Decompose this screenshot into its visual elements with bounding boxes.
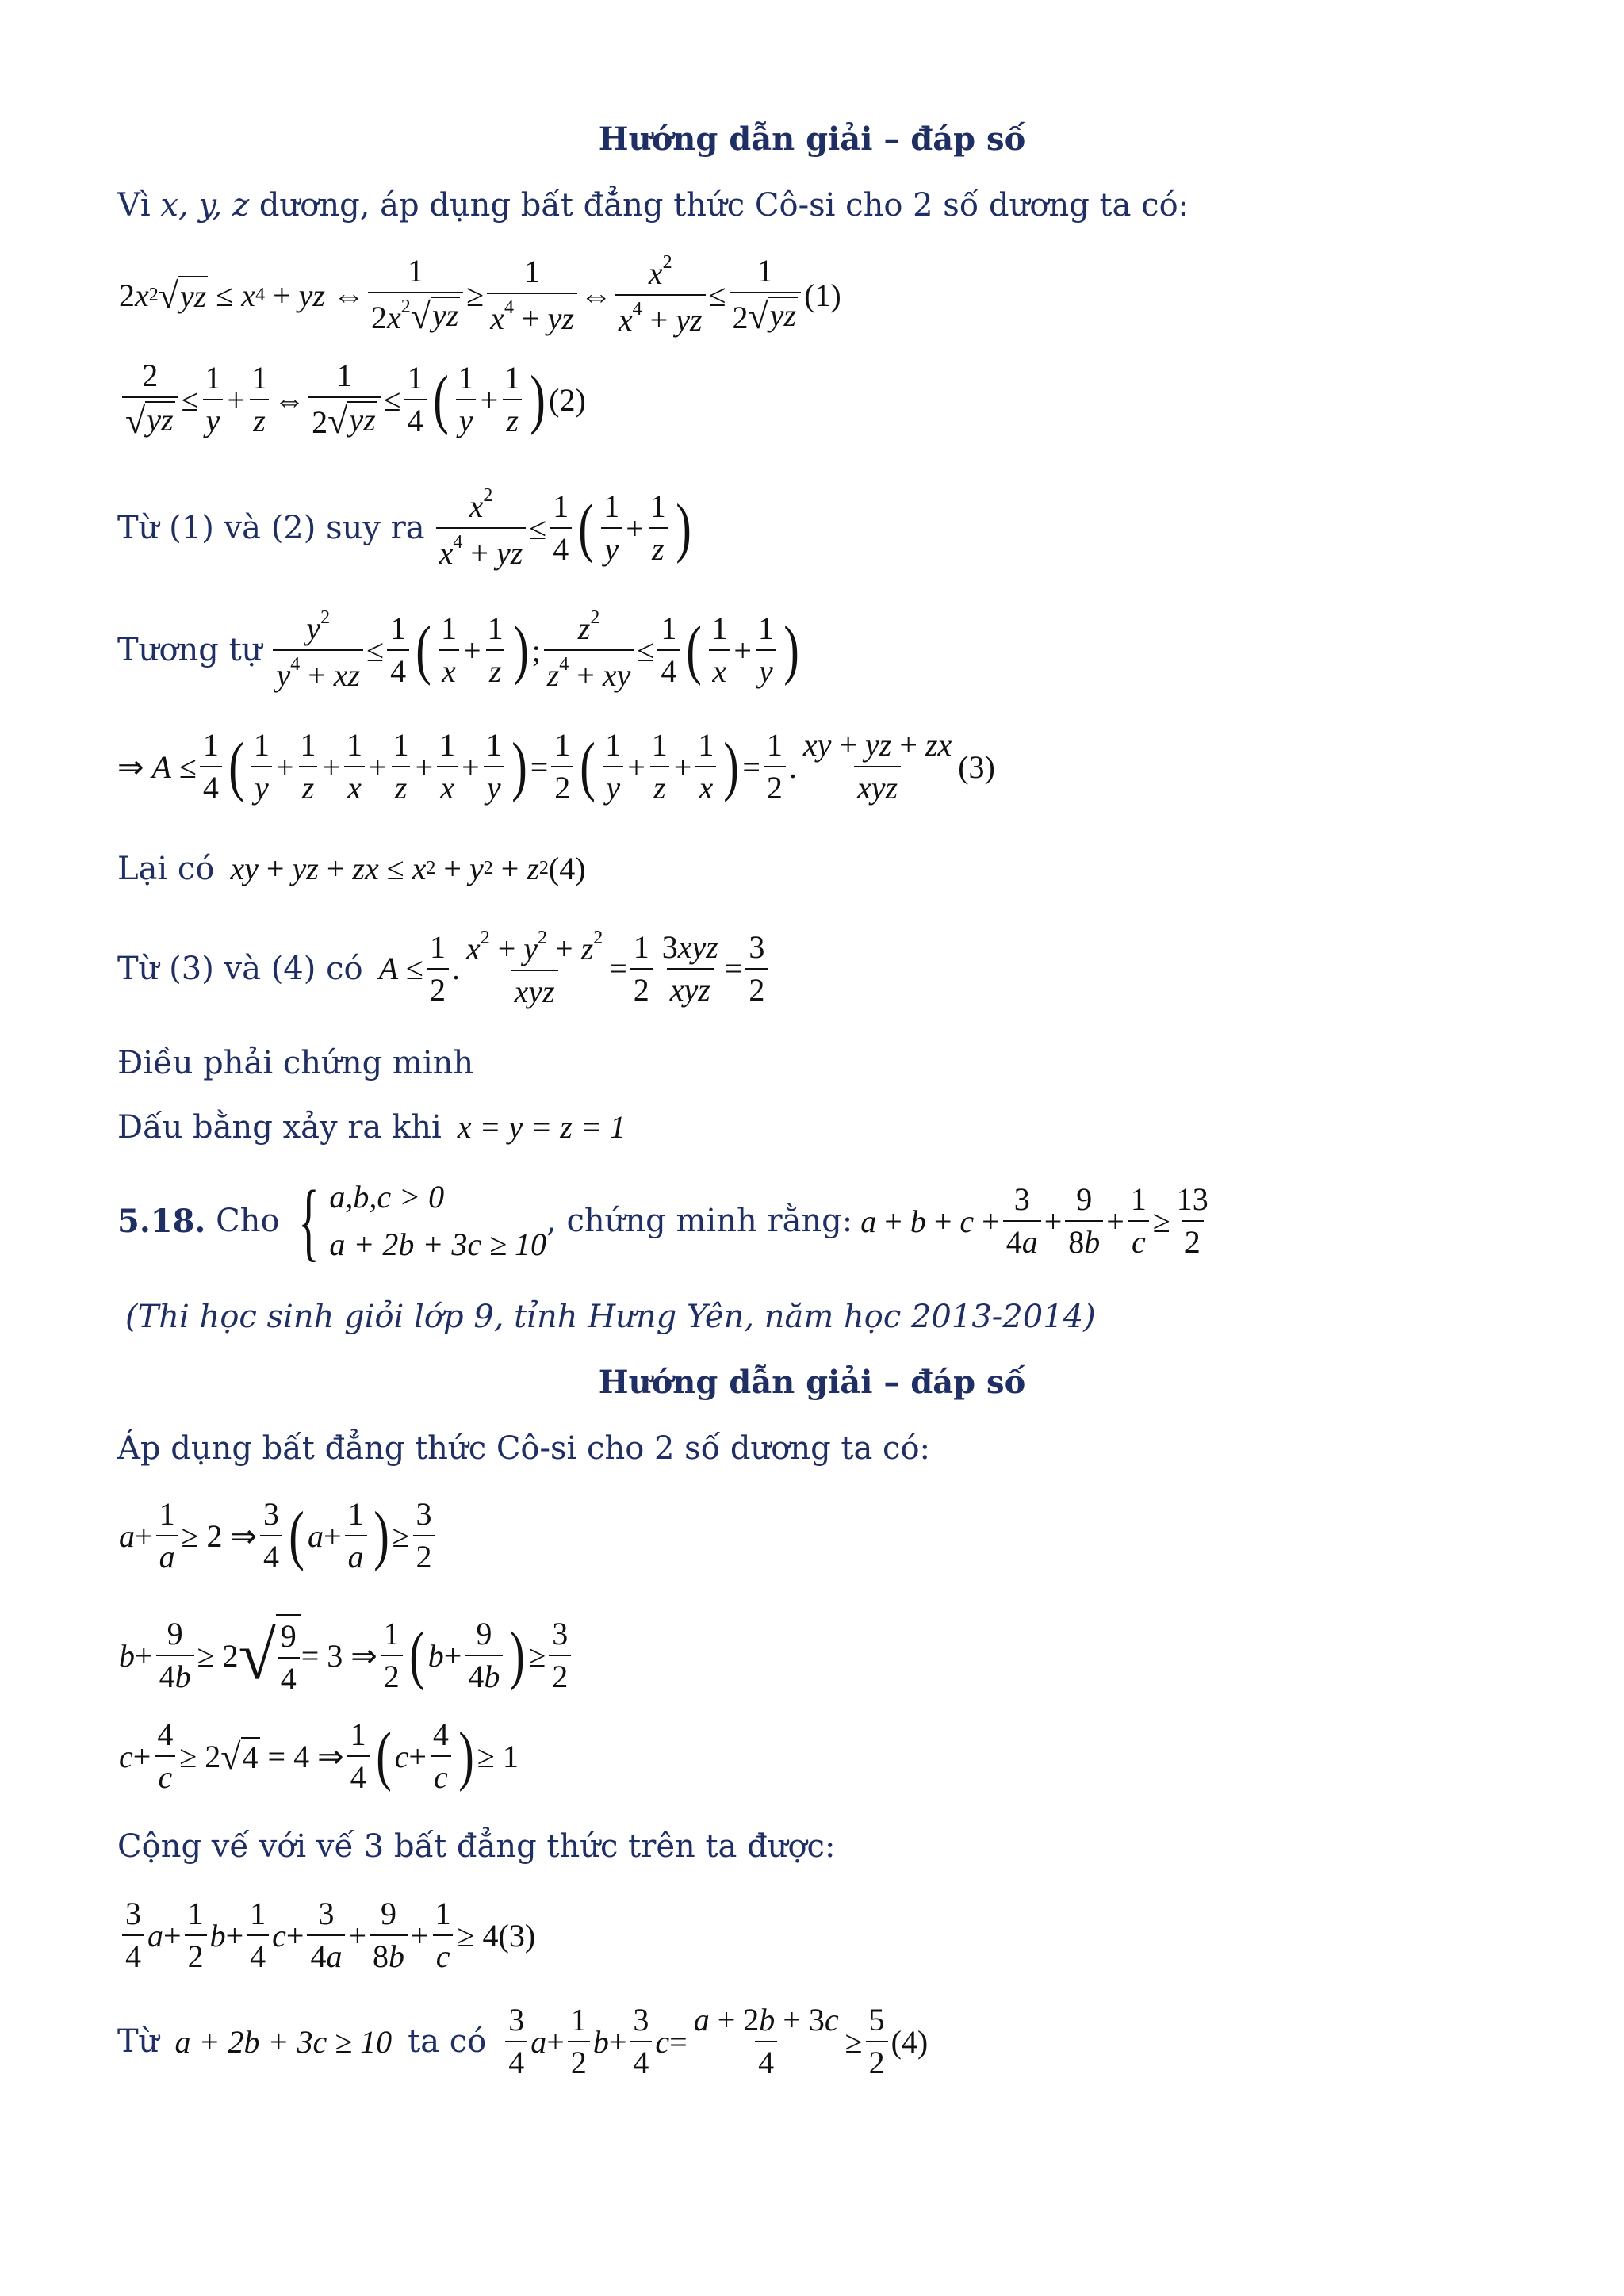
solution-heading-2: Hướng dẫn giải – đáp số (598, 1364, 1026, 1401)
equation-9: b + $\frac{9}{4b}$ ≥ 2 √ $\frac{9}{4}$ = 3 ⇒ $\frac{1}{2}$ ( b + $\frac{9}{4b}$ ) ≥ $\frac{3}{2}$ (119, 1614, 574, 1697)
intro-line (117, 187, 1189, 224)
intro-pre: Vì (117, 187, 161, 224)
equation-7: Từ (3) và (4) có A ≤ $\frac{1}{2}$ . $\frac{x^2 + y^2 + z^2}{\text{xyz}}$ = $\frac{1}{2}$ $\frac{\text{3xyz}}{\text{xyz}}$ = $\frac{3}{2}$ (117, 928, 771, 1009)
equality-label: Dấu bằng xảy ra khi (117, 1108, 442, 1146)
condition-system: { a,b,c > 0 a + 2b + 3c ≥ 10 (297, 1173, 547, 1269)
equality-condition: x = y = z = 1 (457, 1109, 626, 1145)
problem-source: (Thi học sinh giỏi lớp 9, tỉnh Hưng Yên, năm học 2013-2014) (125, 1299, 1096, 1335)
from34-label: Từ (3) và (4) có (117, 950, 363, 987)
problem-prove: , chứng minh rằng: (546, 1203, 853, 1239)
tag-4b: (4) (891, 2023, 929, 2060)
tag-2: (2) (549, 381, 586, 418)
tag-4: (4) (548, 851, 586, 886)
solution-heading: Hướng dẫn giải – đáp số (598, 121, 1026, 158)
similarly-label: Tương tự (117, 632, 262, 668)
condition-1: a,b,c > 0 (329, 1179, 445, 1215)
intro-post: dương, áp dụng bất đẳng thức Cô-si cho 2 số dương ta có: (249, 187, 1189, 224)
tag-3b: (3) (498, 1917, 536, 1954)
equation-2: 2 √ yz ≤ $\frac{1}{y}$ + $\frac{1}{z}$ ⇔ 1 2 √ yz ≤ $\frac{1}{4}$ ( $\frac{1}{y}$ + $\frac{1}{z}$ ) (2) (119, 358, 586, 442)
equality-line (117, 1108, 626, 1146)
equation-1: 2 x 2 √ yz ≤ x 4 + yz ⇔ 1 $2x^2$ √ yz ≥ $\frac{1}{x^4 + yz}$ ⇔ $\frac{x^2}{x^4 + yz}$ ≤ 1 2 √ yz (1) (119, 252, 841, 338)
problem-statement: 5.18. Cho { a,b,c > 0 a + 2b + 3c ≥ 10 , chứng minh rằng: a + b + c + $\frac{3}{4a}$ + $\frac{9}{8b}$ + $\frac{1}{c}$ ≥ $\frac{13}{2}$ (117, 1173, 1208, 1269)
equation-4: Tương tự $\frac{y^2}{y^4 + xz}$ ≤ $\frac{1}{4}$ ( $\frac{1}{x}$ + $\frac{1}{z}$ ) ; $\frac{z^2}{z^4 + xy}$ ≤ $\frac{1}{4}$ ( $\frac{1}{x}$ + $\frac{1}{y}$ ) (117, 607, 799, 693)
also-label: Lại có (117, 850, 215, 887)
tag-1: (1) (804, 277, 841, 313)
equation-3: Từ (1) và (2) suy ra $\frac{x^2}{x^4 + yz}$ ≤ $\frac{1}{4}$ ( $\frac{1}{y}$ + $\frac{1}{z}$ ) (117, 485, 691, 571)
condition-2: a + 2b + 3c ≥ 10 (329, 1226, 547, 1262)
taco-label: ta có (408, 2023, 487, 2060)
equation-12: Từ a + 2b + 3c ≥ 10 ta có $\frac{3}{4}$ a + $\frac{1}{2}$ b + $\frac{3}{4}$ c = $\frac{a + 2b + 3c}{4}$ ≥ $\frac{5}{2}$ (4) (117, 2002, 929, 2080)
problem-number: 5.18. (117, 1202, 206, 1240)
from-condition: a + 2b + 3c ≥ 10 (174, 2023, 393, 2060)
from12-label: Từ (1) và (2) suy ra (117, 510, 425, 546)
from-label: Từ (117, 2023, 159, 2060)
equation-5: ⇒ A ≤ $\frac{1}{4}$ ( $\frac{1}{y}$ + $\frac{1}{z}$ + $\frac{1}{x}$ + $\frac{1}{z}$ + $\frac{1}{x}$ + $\frac{1}{y}$ ) = $\frac{1}{2}$ ( $\frac{1}{y}$ + $\frac{1}{z}$ + $\frac{1}{x}$ ) = $\frac{1}{2}$ . $\frac{xy + yz + zx}{\text{xyz}}$ (3) (117, 727, 995, 806)
qed-line: Điều phải chứng minh (117, 1045, 474, 1081)
tag-3: (3) (958, 748, 995, 785)
sum-line: Cộng vế với vế 3 bất đẳng thức trên ta được: (117, 1828, 836, 1865)
equation-8: a + $\frac{1}{a}$ ≥ 2 ⇒ $\frac{3}{4}$ ( a + $\frac{1}{a}$ ) ≥ $\frac{3}{2}$ (119, 1497, 439, 1575)
equation-6: Lại có xy + yz + zx ≤ x 2 + y 2 + z 2 (4) (117, 850, 586, 887)
equation-11: $\frac{3}{4}$ a + $\frac{1}{2}$ b + $\frac{1}{4}$ c + $\frac{3}{4a}$ + $\frac{9}{8b}$ + $\frac{1}{c}$ ≥ 4 (3) (119, 1896, 535, 1974)
problem-cho: Cho (216, 1203, 280, 1239)
intro-vars: x, y, z (160, 187, 250, 224)
intro-line-2: Áp dụng bất đẳng thức Cô-si cho 2 số dương ta có: (117, 1430, 931, 1467)
equation-10: c + $\frac{4}{c}$ ≥ 2 √ 4 = 4 ⇒ $\frac{1}{4}$ ( c + $\frac{4}{c}$ ) ≥ 1 (119, 1716, 519, 1795)
